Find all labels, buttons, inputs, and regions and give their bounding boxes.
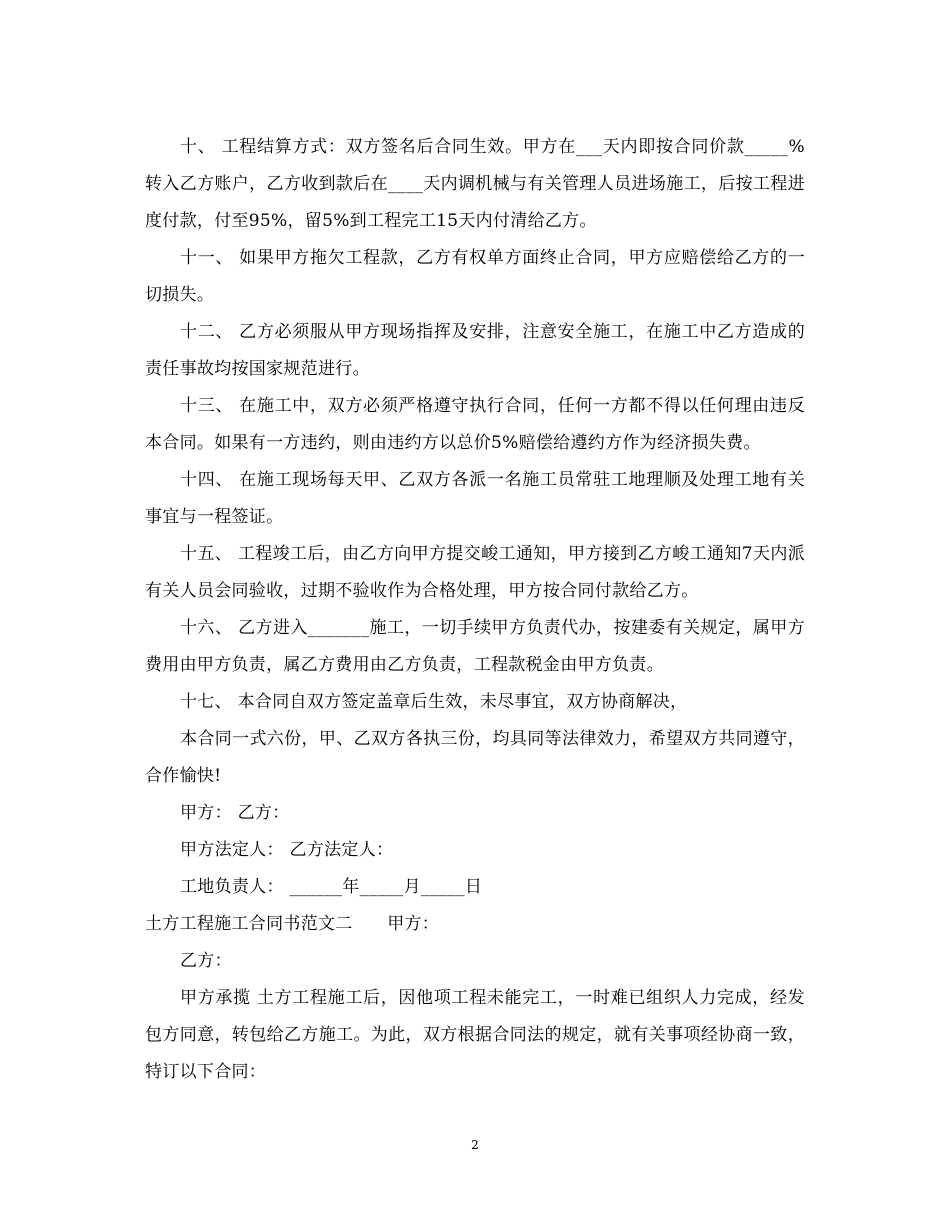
party-b-line: 乙方： [180, 951, 232, 971]
parties-signature-line: 甲方： 乙方： [180, 803, 290, 823]
clause-17-paragraph: 十七、 本合同自双方签定盖章后生效，未尽事宜，双方协商解决， [180, 692, 688, 712]
document-body [145, 129, 805, 1091]
preamble-paragraph: 甲方承揽 土方工程施工后，因他项工程未能完工，一时难已组织人力完成，经发包方同意，转包给乙方施工。为此，双方根据合同法的规定，就有关事项经协商一致，特订以下合同： [145, 988, 805, 1082]
sample-two-heading: 土方工程施工合同书范文二 甲方： [145, 914, 440, 934]
clause-10-paragraph: 十、 工程结算方式：双方签名后合同生效。甲方在___天内即按合同价款_____%转入乙方账户，乙方收到款后在____天内调机械与有关管理人员进场施工，后按工程进度付款，付至95%，留5%到工程完工15天内付清给乙方。 [145, 137, 805, 231]
clause-15-paragraph: 十五、 工程竣工后，由乙方向甲方提交峻工通知，甲方接到乙方峻工通知7天内派有关人员会同验收，过期不验收作为合格处理，甲方按合同付款给乙方。 [145, 544, 805, 601]
clause-12-paragraph: 十二、 乙方必须服从甲方现场指挥及安排，注意安全施工，在施工中乙方造成的责任事故均按国家规范进行。 [145, 322, 805, 379]
legal-representatives-line: 甲方法定人： 乙方法定人： [180, 840, 394, 860]
site-manager-date-line: 工地负责人： ______年_____月_____日 [180, 877, 483, 897]
clause-14-paragraph: 十四、 在施工现场每天甲、乙双方各派一名施工员常驻工地理顺及处理工地有关事宜与一程签证。 [145, 470, 805, 527]
page-number: 2 [471, 1138, 479, 1152]
clause-13-paragraph: 十三、 在施工中，双方必须严格遵守执行合同，任何一方都不得以任何理由违反本合同。如果有一方违约，则由违约方以总价5%赔偿给遵约方作为经济损失费。 [145, 396, 805, 453]
clause-16-paragraph: 十六、 乙方进入_______施工，一切手续甲方负责代办，按建委有关规定，属甲方费用由甲方负责，属乙方费用由乙方负责，工程款税金由甲方负责。 [145, 618, 805, 675]
copies-paragraph: 本合同一式六份，甲、乙双方各执三份，均具同等法律效力，希望双方共同遵守，合作愉快! [145, 729, 805, 786]
clause-11-paragraph: 十一、 如果甲方拖欠工程款，乙方有权单方面终止合同，甲方应赔偿给乙方的一切损失。 [145, 248, 805, 305]
